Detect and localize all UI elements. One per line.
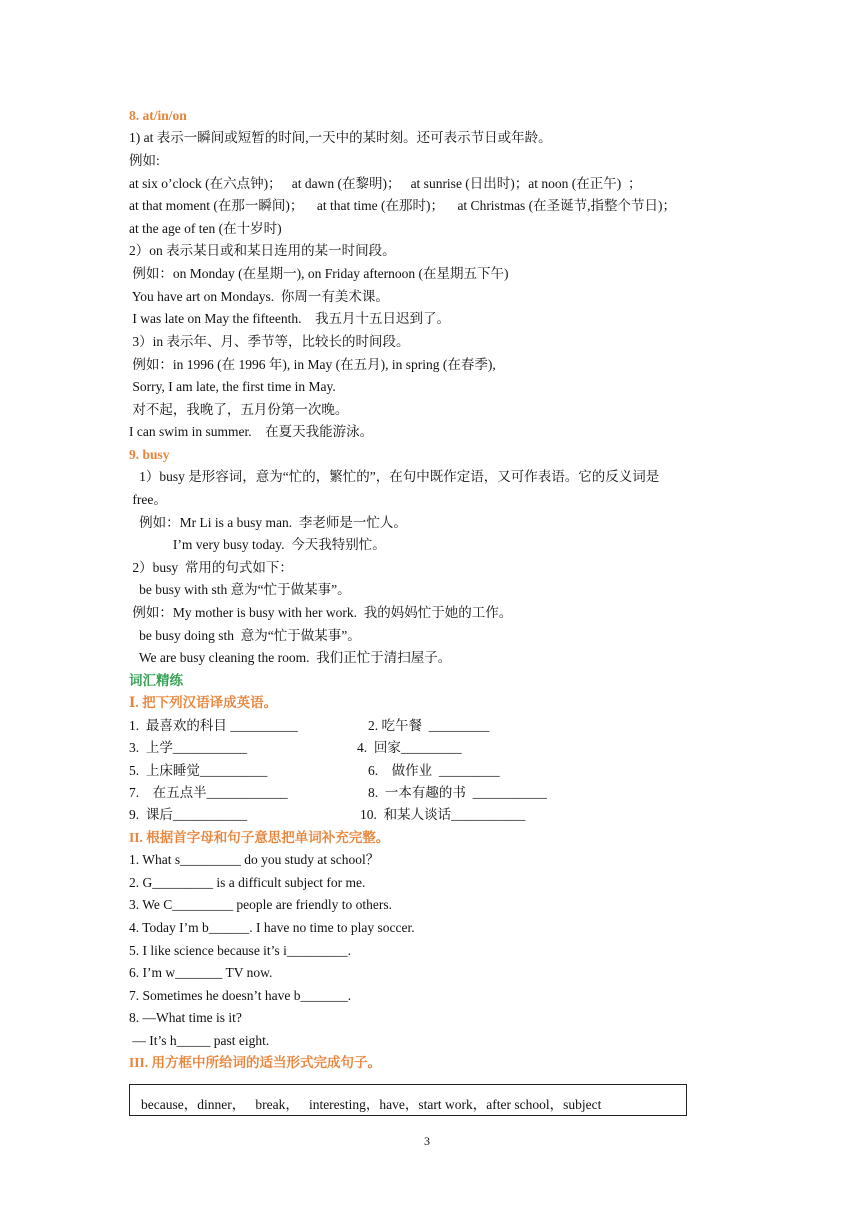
s8-line-12: Sorry, I am late, the first time in May.	[129, 379, 336, 394]
part1-title: Ⅰ. 把下列汉语译成英语。	[129, 695, 278, 710]
s9-line-6: be busy with sth 意为“忙于做某事”。	[129, 582, 351, 597]
s8-line-9: I was late on May the fifteenth. 我五月十五日迟到了。	[129, 311, 450, 326]
practice-title: 词汇精练	[129, 673, 183, 688]
part1-item-3: 3. 上学___________	[129, 740, 248, 755]
section-8-heading: 8. at/in/on	[129, 108, 187, 123]
part2-item-2: 2. G_________ is a difficult subject for me.	[129, 875, 366, 890]
part1-item-10: 10. 和某人谈话___________	[360, 807, 526, 822]
s8-line-7: 例如：on Monday (在星期一), on Friday afternoon (在星期五下午)	[129, 266, 509, 281]
part2-item-1: 1. What s_________ do you study at school？	[129, 852, 380, 867]
part1-item-4: 4. 回家_________	[357, 740, 462, 755]
s8-line-1: 1) at 表示一瞬间或短暂的时间,一天中的某时刻。还可表示节日或年龄。	[129, 130, 552, 145]
part1-item-6: 6. 做作业 _________	[368, 763, 500, 778]
word-bank-text: because，dinner， break， interesting，have，start work，after school，subject	[141, 1097, 602, 1112]
s8-line-14: I can swim in summer. 在夏天我能游泳。	[129, 424, 374, 439]
page-number: 3	[424, 1134, 430, 1148]
part1-item-8: 8. 一本有趣的书 ___________	[368, 785, 547, 800]
part2-item-8: 8. —What time is it?	[129, 1010, 242, 1025]
s8-line-3: at six o’clock (在六点钟)； at dawn (在黎明)； at sunrise (日出时)；at noon (在正午) ；	[129, 176, 642, 191]
part1-item-1: 1. 最喜欢的科目 __________	[129, 718, 298, 733]
s8-line-8: You have art on Mondays. 你周一有美术课。	[129, 289, 389, 304]
s9-line-8: be busy doing sth 意为“忙于做某事”。	[129, 628, 361, 643]
s8-line-6: 2）on 表示某日或和某日连用的某一时间段。	[129, 243, 396, 258]
s8-line-13: 对不起，我晚了，五月份第一次晚。	[129, 402, 349, 417]
s8-line-10: 3）in 表示年、月、季节等，比较长的时间段。	[129, 334, 410, 349]
part2-item-7: 7. Sometimes he doesn’t have b_______.	[129, 988, 352, 1003]
part2-item-3: 3. We C_________ people are friendly to others.	[129, 897, 392, 912]
s9-line-7: 例如：My mother is busy with her work. 我的妈妈忙于她的工作。	[129, 605, 513, 620]
part2-item-6: 6. I’m w_______ TV now.	[129, 965, 273, 980]
s8-line-2: 例如:	[129, 153, 160, 168]
s8-line-11: 例如：in 1996 (在 1996 年), in May (在五月), in spring (在春季),	[129, 357, 496, 372]
s9-line-3: 例如：Mr Li is a busy man. 李老师是一忙人。	[129, 515, 407, 530]
s8-line-4: at that moment (在那一瞬间)； at that time (在那时)； at Christmas (在圣诞节,指整个节日)；	[129, 198, 677, 213]
part2-title: II. 根据首字母和句子意思把单词补充完整。	[129, 830, 390, 845]
s9-line-5: 2）busy 常用的句式如下：	[129, 560, 293, 575]
s8-line-5: at the age of ten (在十岁时)	[129, 221, 282, 236]
part1-item-5: 5. 上床睡觉__________	[129, 763, 268, 778]
part2-item-5: 5. I like science because it’s i_________.	[129, 943, 351, 958]
word-bank-box	[129, 1084, 687, 1116]
part1-item-7: 7. 在五点半____________	[129, 785, 288, 800]
part1-item-9: 9. 课后___________	[129, 807, 248, 822]
section-9-heading: 9. busy	[129, 447, 170, 462]
part1-item-2: 2. 吃午餐 _________	[368, 718, 490, 733]
s9-line-1: 1）busy 是形容词，意为“忙的，繁忙的”，在句中既作定语，又可作表语。它的反义词是	[129, 469, 660, 484]
part3-title: III. 用方框中所给词的适当形式完成句子。	[129, 1055, 382, 1070]
s9-line-9: We are busy cleaning the room. 我们正忙于清扫屋子。	[129, 650, 452, 665]
part2-item-4: 4. Today I’m b______. I have no time to play soccer.	[129, 920, 415, 935]
part2-item-8-answer: — It’s h_____ past eight.	[129, 1033, 270, 1048]
s9-line-4: I’m very busy today. 今天我特别忙。	[129, 537, 386, 552]
s9-line-2: free。	[129, 492, 167, 507]
